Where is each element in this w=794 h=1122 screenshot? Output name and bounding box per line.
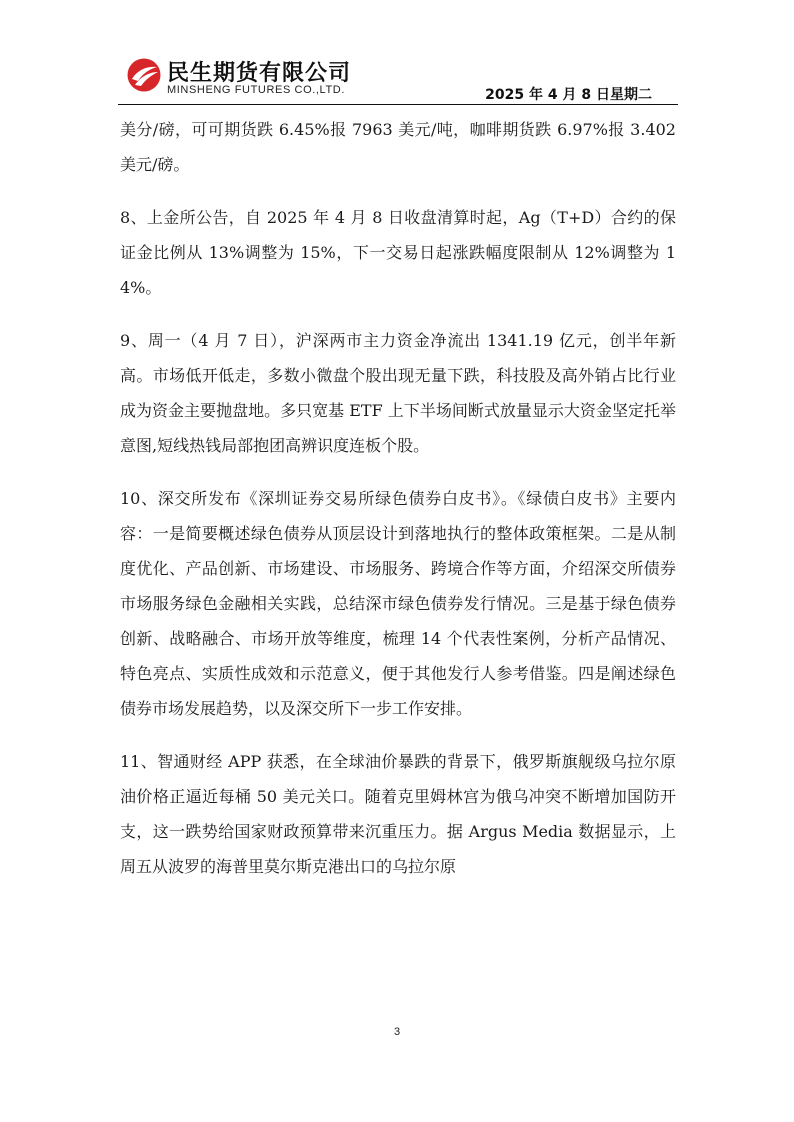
- header-divider: [118, 104, 678, 105]
- page-header: [0, 0, 794, 110]
- paragraph-item-10: 10、深交所发布《深圳证券交易所绿色债券白皮书》。《绿债白皮书》主要内容：一是简要概述绿色债券从顶层设计到落地执行的整体政策框架。二是从制度优化、产品创新、市场建设、市场服务、跨境合作等方面，介绍深交所债券市场服务绿色金融相关实践，总结深市绿色债券发行情况。三是基于绿色债券创新、战略融合、市场开放等维度，梳理 14 个代表性案例，分析产品情况、特色亮点、实质性成效和示范意义，便于其他发行人参考借鉴。四是阐述绿色债券市场发展趋势，以及深交所下一步工作安排。: [120, 489, 676, 718]
- report-date: 2025 年 4 月 8 日星期二: [485, 87, 652, 103]
- paragraph-item-8: 8、上金所公告，自 2025 年 4 月 8 日收盘清算时起，Ag（T+D）合约的保证金比例从 13%调整为 15%，下一交易日起涨跌幅度限制从 12%调整为 14%。: [120, 208, 676, 297]
- page-number: 3: [393, 1026, 401, 1038]
- paragraph-item-9: 9、周一（4 月 7 日），沪深两市主力资金净流出 1341.19 亿元，创半年新高。市场低开低走，多数小微盘个股出现无量下跌，科技股及高外销占比行业成为资金主要抛盘地。多只宽基 ETF 上下半场间断式放量显示大资金坚定托举意图,短线热钱局部抱团高辨识度连板个股。: [120, 331, 676, 455]
- company-name-cn: 民生期货有限公司: [167, 61, 352, 86]
- company-name-en: MINSHENG FUTURES CO.,LTD.: [167, 84, 345, 96]
- paragraph-item-11: 11、智通财经 APP 获悉，在全球油价暴跌的背景下，俄罗斯旗舰级乌拉尔原油价格正逼近每桶 50 美元关口。随着克里姆林宫为俄乌冲突不断增加国防开支，这一跌势给国家财政预算带来沉重压力。据 Argus Media 数据显示，上周五从波罗的海普里莫尔斯克港出口的乌拉尔原: [120, 752, 676, 876]
- paragraph-continuation: 美分/磅，可可期货跌 6.45%报 7963 美元/吨，咖啡期货跌 6.97%报 3.402 美元/磅。: [120, 120, 676, 174]
- minsheng-logo-icon: [126, 57, 162, 93]
- article-body: [120, 112, 676, 902]
